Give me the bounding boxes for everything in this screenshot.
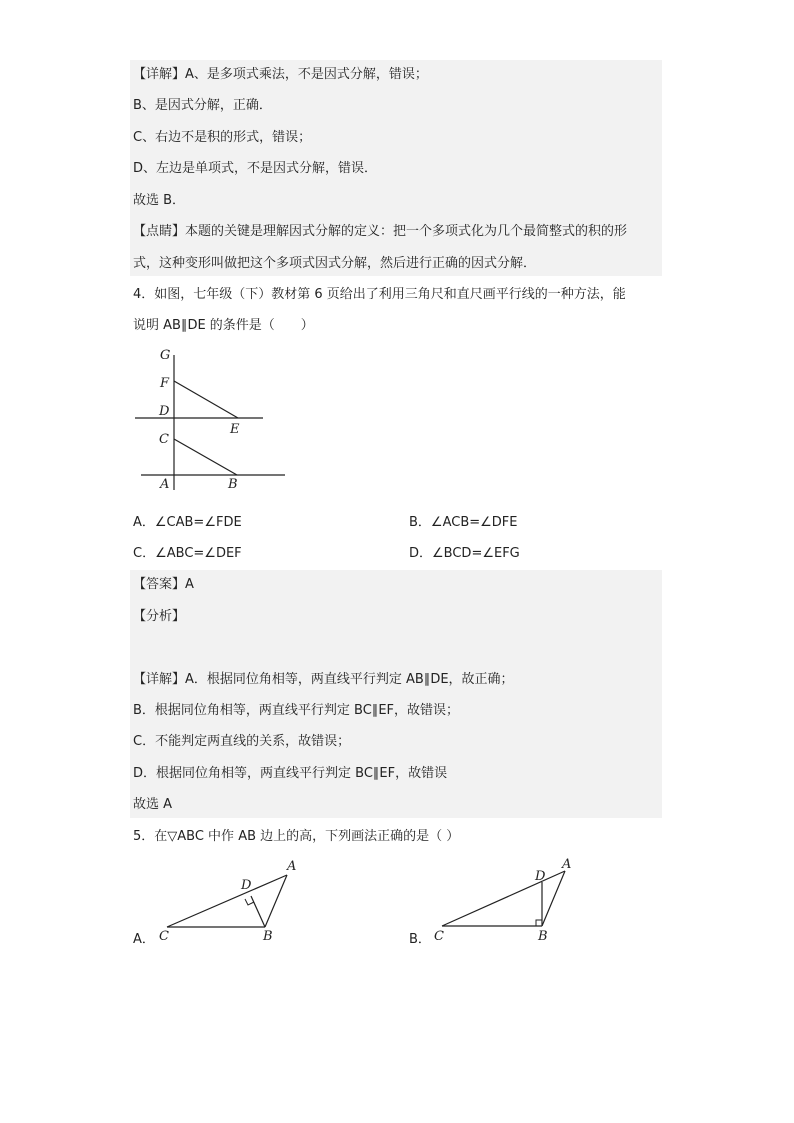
fig-b-label-c: C xyxy=(434,929,444,944)
fig-a-label-c: C xyxy=(159,929,169,944)
q5-option-b-label: B． xyxy=(409,932,431,947)
fig-a-label-a: A xyxy=(287,859,297,874)
solution-line: 故选 B． xyxy=(133,193,186,208)
analysis-line: 【分析】 xyxy=(133,609,186,624)
label-a: A xyxy=(160,477,170,492)
solution-line: 【详解】A、是多项式乘法，不是因式分解，错误； xyxy=(133,67,428,82)
option-d: D．∠BCD=∠EFG xyxy=(409,546,520,561)
option-a: A．∠CAB=∠FDE xyxy=(133,515,242,530)
label-g: G xyxy=(160,348,171,363)
answer-line: 【答案】A xyxy=(133,577,194,592)
question-5-text: 5．在▽ABC 中作 AB 边上的高，下列画法正确的是（ ） xyxy=(133,829,460,844)
question-4-line-2: 说明 AB∥DE 的条件是（ ） xyxy=(133,318,314,333)
label-e: E xyxy=(230,422,240,437)
solution-line: D、左边是单项式，不是因式分解，错误． xyxy=(133,161,378,176)
q5-figure-a xyxy=(150,855,300,945)
q5-option-a-label: A． xyxy=(133,932,155,947)
fig-b-label-a: A xyxy=(562,857,572,872)
fig-a-label-b: B xyxy=(263,929,273,944)
detail-line: B．根据同位角相等，两直线平行判定 BC∥EF，故错误； xyxy=(133,703,460,718)
solution-line: 式，这种变形叫做把这个多项式因式分解，然后进行正确的因式分解． xyxy=(133,256,537,271)
question-4-line-1: 4．如图，七年级（下）教材第 6 页给出了利用三角尺和直尺画平行线的一种方法，能 xyxy=(133,287,626,302)
label-c: C xyxy=(159,432,169,447)
q5-figure-b xyxy=(425,855,575,945)
detail-line: D．根据同位角相等，两直线平行判定 BC∥EF，故错误 xyxy=(133,766,448,781)
solution-line: C、右边不是积的形式，错误； xyxy=(133,130,312,145)
option-b: B．∠ACB=∠DFE xyxy=(409,515,518,530)
option-c: C．∠ABC=∠DEF xyxy=(133,546,242,561)
fig-b-label-d: D xyxy=(535,869,546,884)
solution-line: 【点睛】本题的关键是理解因式分解的定义：把一个多项式化为几个最简整式的积的形 xyxy=(133,224,628,239)
fig-b-label-b: B xyxy=(538,929,548,944)
label-d: D xyxy=(159,404,170,419)
solution-line: B、是因式分解，正确． xyxy=(133,98,272,113)
segment-cb xyxy=(174,439,237,475)
detail-line: C．不能判定两直线的关系，故错误； xyxy=(133,734,351,749)
fig-a-label-d: D xyxy=(241,878,252,893)
label-f: F xyxy=(160,376,170,391)
segment-fe xyxy=(174,381,238,418)
question-4-figure xyxy=(133,345,293,495)
label-b: B xyxy=(228,477,238,492)
detail-line: 【详解】A．根据同位角相等，两直线平行判定 AB∥DE，故正确； xyxy=(133,672,514,687)
detail-line: 故选 A xyxy=(133,797,173,812)
